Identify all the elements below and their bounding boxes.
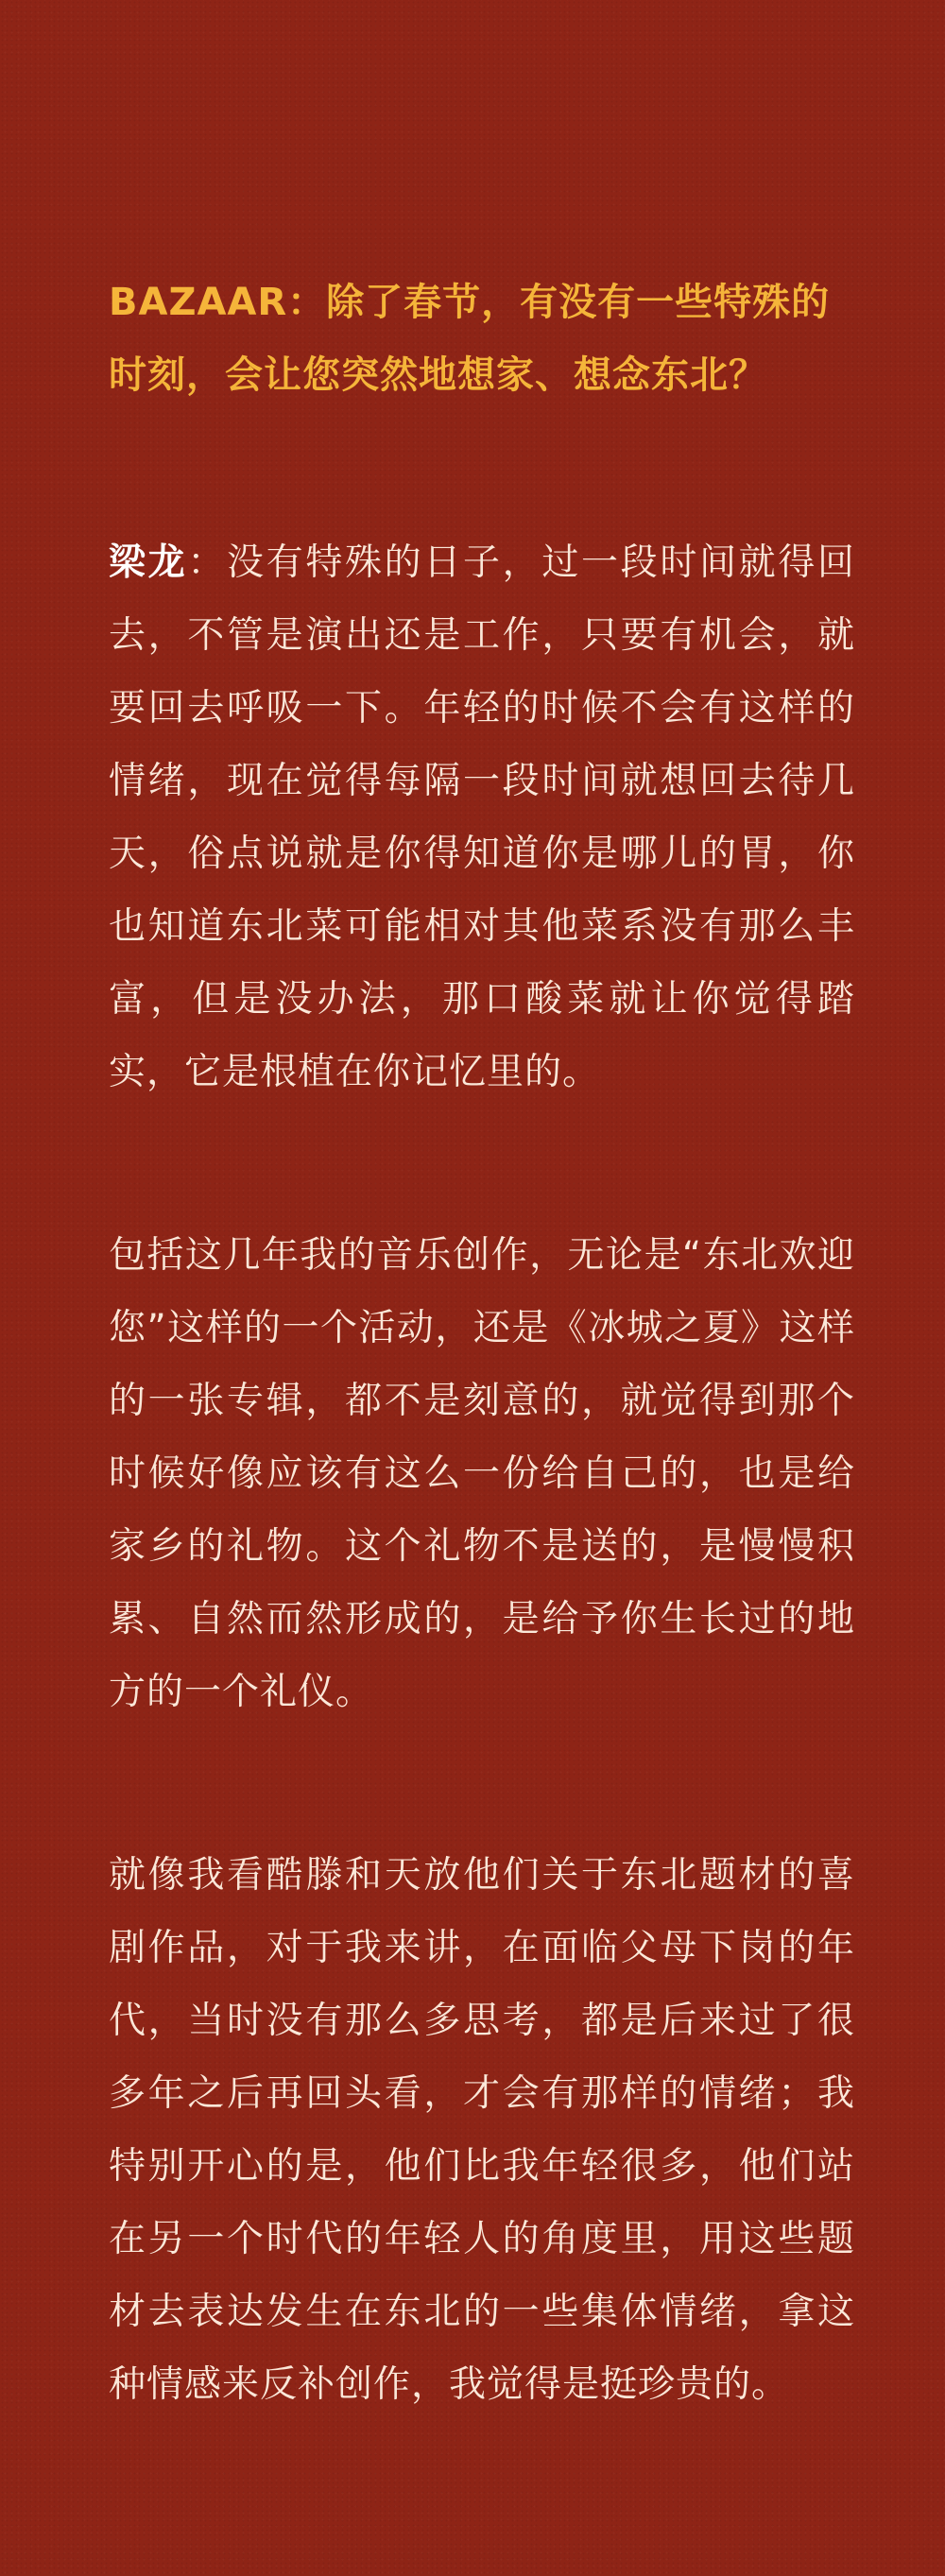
answer-paragraph-2: 包括这几年我的音乐创作，无论是“东北欢迎您”这样的一个活动，还是《冰城之夏》这样的一张专辑，都不是刻意的，就觉得到那个时候好像应该有这么一份给自己的，也是给家乡的礼物。这个礼物不是送的，是慢慢积累、自然而然形成的，是给予你生长过的地方的一个礼仪。 [109,1234,855,1713]
speaker-name: 梁龙 [109,541,188,584]
answer-paragraph-1 [109,526,855,1108]
interview-question: BAZAAR：除了春节，有没有一些特殊的时刻，会让您突然地想家、想念东北？ [109,281,831,397]
interview-article [109,266,855,2421]
answer-paragraph-3: 就像我看酷滕和天放他们关于东北题材的喜剧作品，对于我来讲，在面临父母下岗的年代，当时没有那么多思考，都是后来过了很多年之后再回头看，才会有那样的情绪；我特别开心的是，他们比我年轻很多，他们站在另一个时代的年轻人的角度里，用这些题材去表达发生在东北的一些集体情绪，拿这种情感来反补创作，我觉得是挺珍贵的。 [109,1854,855,2406]
answer-paragraph-1-text: ：没有特殊的日子，过一段时间就得回去，不管是演出还是工作，只要有机会，就要回去呼吸一下。年轻的时候不会有这样的情绪，现在觉得每隔一段时间就想回去待几天，俗点说就是你得知道你是哪儿的胃，你也知道东北菜可能相对其他菜系没有那么丰富，但是没办法，那口酸菜就让你觉得踏实，它是根植在你记忆里的。 [109,541,855,1093]
